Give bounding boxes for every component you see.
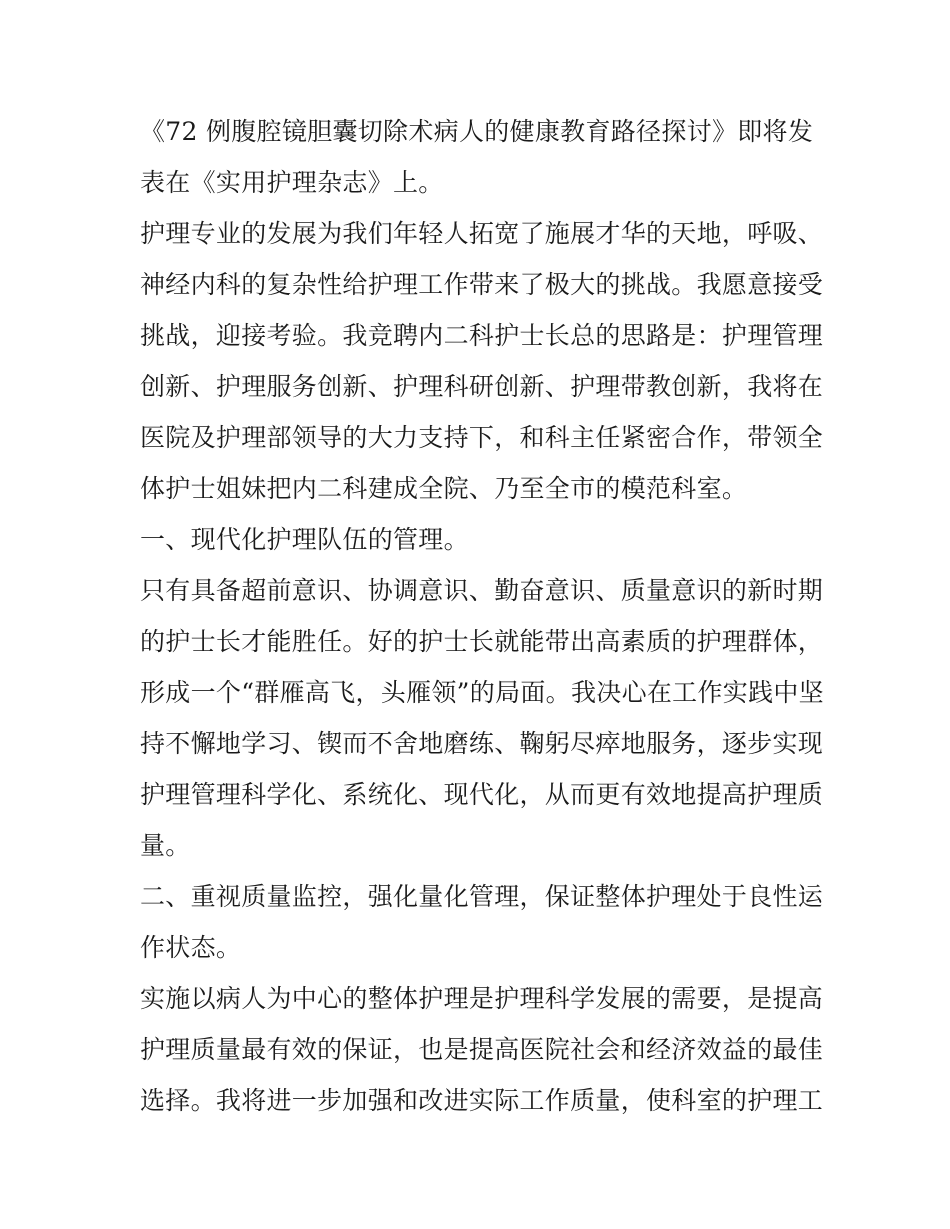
text-line: 护理管理科学化、系统化、现代化，从而更有效地提高护理质 [140, 780, 824, 809]
text-line: 实施以病人为中心的整体护理是护理科学发展的需要，是提高 [140, 984, 824, 1013]
section-heading: 一、现代化护理队伍的管理。 [140, 525, 469, 554]
section-heading: 二、重视质量监控，强化量化管理，保证整体护理处于良性运 [140, 882, 824, 911]
section-heading: 作状态。 [140, 933, 242, 962]
text-line: 创新、护理服务创新、护理科研创新、护理带教创新，我将在 [140, 372, 824, 401]
text-line: 选择。我将进一步加强和改进实际工作质量，使科室的护理工 [140, 1086, 824, 1115]
text-line: 挑战，迎接考验。我竞聘内二科护士长总的思路是：护理管理 [140, 321, 824, 350]
text-line: 量。 [140, 831, 191, 860]
text-line: 体护士姐妹把内二科建成全院、乃至全市的模范科室。 [140, 474, 748, 503]
document-body [140, 108, 824, 1128]
text-line: 护理质量最有效的保证，也是提高医院社会和经济效益的最佳 [140, 1035, 824, 1064]
text-line: 表在《实用护理杂志》上。 [140, 168, 444, 197]
text-line: 护理专业的发展为我们年轻人拓宽了施展才华的天地，呼吸、 [140, 219, 824, 248]
text-line: 形成一个“群雁高飞，头雁领”的局面。我决心在工作实践中坚 [140, 678, 824, 707]
text-line: 只有具备超前意识、协调意识、勤奋意识、质量意识的新时期 [140, 576, 824, 605]
text-line: 神经内科的复杂性给护理工作带来了极大的挑战。我愿意接受 [140, 270, 824, 299]
text-line: 《72 例腹腔镜胆囊切除术病人的健康教育路径探讨》即将发 [140, 117, 814, 146]
text-line: 的护士长才能胜任。好的护士长就能带出高素质的护理群体， [140, 627, 824, 656]
text-line: 医院及护理部领导的大力支持下，和科主任紧密合作，带领全 [140, 423, 824, 452]
text-line: 持不懈地学习、锲而不舍地磨练、鞠躬尽瘁地服务，逐步实现 [140, 729, 824, 758]
